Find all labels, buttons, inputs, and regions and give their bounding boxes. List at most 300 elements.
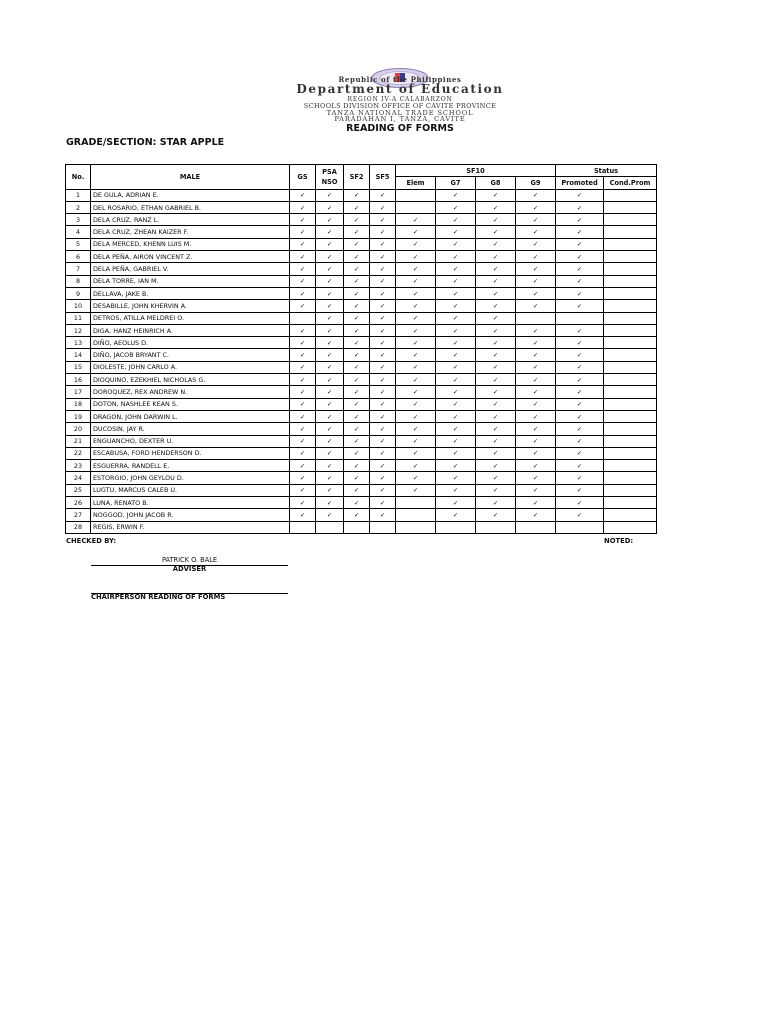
row-number: 17 <box>66 386 91 398</box>
checkmark-icon: ✓ <box>412 338 419 347</box>
cell-elem <box>396 300 436 312</box>
checkmark-icon: ✓ <box>299 424 306 433</box>
cell-sf2 <box>344 509 370 521</box>
cell-g7 <box>436 398 476 410</box>
cell-gs <box>290 460 316 472</box>
checkmark-icon: ✓ <box>412 314 419 323</box>
table-row <box>66 214 657 226</box>
student-name: LUNA, RENATO B. <box>91 497 290 509</box>
cell-promoted <box>556 349 604 361</box>
student-name: ESCABUSA, FORD HENDERSON D. <box>91 447 290 459</box>
cell-gs <box>290 374 316 386</box>
cell-cond <box>604 238 657 250</box>
header-school: TANZA NATIONAL TRADE SCHOOL <box>326 109 474 117</box>
checkmark-icon: ✓ <box>492 240 499 249</box>
adviser-name: PATRICK O. BALE <box>161 556 218 564</box>
cell-cond <box>604 287 657 299</box>
col-no-header: No. <box>66 165 91 190</box>
cell-g9 <box>516 251 556 263</box>
cell-psa <box>316 251 344 263</box>
student-name: DIOQUINO, EZEKHIEL NICHOLAS G. <box>91 374 290 386</box>
checkmark-icon: ✓ <box>452 412 459 421</box>
checkmark-icon: ✓ <box>412 474 419 483</box>
cell-elem <box>396 361 436 373</box>
checkmark-icon: ✓ <box>492 498 499 507</box>
row-number: 7 <box>66 263 91 275</box>
checkmark-icon: ✓ <box>492 228 499 237</box>
cell-cond <box>604 300 657 312</box>
cell-psa <box>316 374 344 386</box>
cell-elem <box>396 337 436 349</box>
checkmark-icon: ✓ <box>412 277 419 286</box>
cell-cond <box>604 398 657 410</box>
cell-g7 <box>436 275 476 287</box>
student-name: ESGUERRA, RANDELL E. <box>91 460 290 472</box>
cell-elem <box>396 214 436 226</box>
table-row <box>66 337 657 349</box>
student-name: DRAGON, JOHN DARWIN L. <box>91 410 290 422</box>
student-name: REGIS, ERWIN F. <box>91 521 290 533</box>
cell-g7 <box>436 300 476 312</box>
row-number: 23 <box>66 460 91 472</box>
checkmark-icon: ✓ <box>452 252 459 261</box>
header-address: PARADAHAN I, TANZA, CAVITE <box>334 115 466 123</box>
checkmark-icon: ✓ <box>452 510 459 519</box>
cell-promoted <box>556 275 604 287</box>
chairperson-role: CHAIRPERSON READING OF FORMS <box>91 593 226 601</box>
cell-g9 <box>516 300 556 312</box>
cell-sf5 <box>370 201 396 213</box>
checkmark-icon: ✓ <box>353 338 360 347</box>
table-row <box>66 472 657 484</box>
cell-sf2 <box>344 263 370 275</box>
checkmark-icon: ✓ <box>299 277 306 286</box>
cell-sf2 <box>344 287 370 299</box>
cell-elem <box>396 398 436 410</box>
col-sf10-header: SF10 <box>396 165 556 177</box>
student-name: DELA PEÑA, AIRON VINCENT Z. <box>91 251 290 263</box>
row-number: 5 <box>66 238 91 250</box>
cell-sf2 <box>344 275 370 287</box>
cell-gs <box>290 521 316 533</box>
cell-sf5 <box>370 275 396 287</box>
cell-gs <box>290 447 316 459</box>
reading-of-forms-table <box>65 164 657 534</box>
checkmark-icon: ✓ <box>379 265 386 274</box>
cell-g7 <box>436 349 476 361</box>
checkmark-icon: ✓ <box>379 400 386 409</box>
cell-psa <box>316 423 344 435</box>
checkmark-icon: ✓ <box>452 326 459 335</box>
cell-psa <box>316 472 344 484</box>
checkmark-icon: ✓ <box>452 461 459 470</box>
checkmark-icon: ✓ <box>412 449 419 458</box>
checkmark-icon: ✓ <box>532 351 539 360</box>
checkmark-icon: ✓ <box>353 474 360 483</box>
cell-psa <box>316 275 344 287</box>
checkmark-icon: ✓ <box>299 486 306 495</box>
student-name: DIÑO, JACOB BRYANT C. <box>91 349 290 361</box>
row-number: 8 <box>66 275 91 287</box>
checkmark-icon: ✓ <box>576 449 583 458</box>
cell-g8 <box>476 497 516 509</box>
cell-promoted <box>556 435 604 447</box>
cell-g9 <box>516 312 556 324</box>
checkmark-icon: ✓ <box>379 326 386 335</box>
checkmark-icon: ✓ <box>379 412 386 421</box>
student-name: DIGA, HANZ HEINRICH A. <box>91 324 290 336</box>
col-g8-header: G8 <box>476 177 516 189</box>
checkmark-icon: ✓ <box>299 387 306 396</box>
cell-sf5 <box>370 287 396 299</box>
col-sf2-header: SF2 <box>344 165 370 190</box>
checkmark-icon: ✓ <box>379 449 386 458</box>
checkmark-icon: ✓ <box>576 191 583 200</box>
checkmark-icon: ✓ <box>452 387 459 396</box>
cell-sf2 <box>344 251 370 263</box>
nso-label: NSO <box>321 177 338 186</box>
checkmark-icon: ✓ <box>353 314 360 323</box>
checkmark-icon: ✓ <box>576 277 583 286</box>
row-number: 26 <box>66 497 91 509</box>
cell-g7 <box>436 472 476 484</box>
table-row <box>66 497 657 509</box>
checkmark-icon: ✓ <box>379 474 386 483</box>
checkmark-icon: ✓ <box>452 424 459 433</box>
checkmark-icon: ✓ <box>452 474 459 483</box>
cell-sf5 <box>370 484 396 496</box>
cell-sf5 <box>370 410 396 422</box>
checkmark-icon: ✓ <box>576 338 583 347</box>
col-promoted-header: Promoted <box>556 177 604 189</box>
checkmark-icon: ✓ <box>576 424 583 433</box>
cell-g7 <box>436 410 476 422</box>
cell-cond <box>604 484 657 496</box>
cell-elem <box>396 472 436 484</box>
row-number: 19 <box>66 410 91 422</box>
student-name: DELLAVA, JAKE B. <box>91 287 290 299</box>
checkmark-icon: ✓ <box>452 363 459 372</box>
checkmark-icon: ✓ <box>299 240 306 249</box>
cell-promoted <box>556 214 604 226</box>
cell-cond <box>604 263 657 275</box>
cell-sf5 <box>370 337 396 349</box>
checkmark-icon: ✓ <box>452 301 459 310</box>
checkmark-icon: ✓ <box>492 203 499 212</box>
checkmark-icon: ✓ <box>492 338 499 347</box>
col-cond-prom-header: Cond.Prom <box>604 177 657 189</box>
student-name: NOGGOD, JOHN JACOB R. <box>91 509 290 521</box>
cell-psa <box>316 460 344 472</box>
cell-psa <box>316 263 344 275</box>
checkmark-icon: ✓ <box>532 375 539 384</box>
cell-g8 <box>476 423 516 435</box>
checkmark-icon: ✓ <box>326 265 333 274</box>
cell-g8 <box>476 484 516 496</box>
student-name: DELA TORRE, IAN M. <box>91 275 290 287</box>
cell-cond <box>604 410 657 422</box>
checkmark-icon: ✓ <box>532 265 539 274</box>
cell-cond <box>604 509 657 521</box>
table-row <box>66 410 657 422</box>
checkmark-icon: ✓ <box>379 289 386 298</box>
checkmark-icon: ✓ <box>353 351 360 360</box>
checkmark-icon: ✓ <box>379 437 386 446</box>
cell-elem <box>396 189 436 201</box>
table-row <box>66 226 657 238</box>
student-name: DOROQUEZ, REX ANDREW N. <box>91 386 290 398</box>
checkmark-icon: ✓ <box>299 474 306 483</box>
cell-psa <box>316 238 344 250</box>
checkmark-icon: ✓ <box>353 449 360 458</box>
cell-promoted <box>556 509 604 521</box>
checkmark-icon: ✓ <box>492 412 499 421</box>
checkmark-icon: ✓ <box>492 387 499 396</box>
cell-psa <box>316 509 344 521</box>
cell-promoted <box>556 497 604 509</box>
cell-gs <box>290 484 316 496</box>
cell-promoted <box>556 521 604 533</box>
checkmark-icon: ✓ <box>379 191 386 200</box>
checkmark-icon: ✓ <box>492 351 499 360</box>
col-g7-header: G7 <box>436 177 476 189</box>
checkmark-icon: ✓ <box>452 228 459 237</box>
cell-g7 <box>436 226 476 238</box>
cell-g9 <box>516 361 556 373</box>
cell-elem <box>396 509 436 521</box>
cell-g9 <box>516 337 556 349</box>
checkmark-icon: ✓ <box>379 375 386 384</box>
cell-promoted <box>556 263 604 275</box>
checkmark-icon: ✓ <box>576 412 583 421</box>
checkmark-icon: ✓ <box>576 289 583 298</box>
checkmark-icon: ✓ <box>492 289 499 298</box>
cell-g9 <box>516 398 556 410</box>
cell-cond <box>604 361 657 373</box>
cell-g8 <box>476 263 516 275</box>
cell-elem <box>396 460 436 472</box>
checkmark-icon: ✓ <box>412 412 419 421</box>
cell-sf5 <box>370 189 396 201</box>
cell-elem <box>396 263 436 275</box>
checkmark-icon: ✓ <box>326 215 333 224</box>
cell-elem <box>396 312 436 324</box>
checkmark-icon: ✓ <box>492 424 499 433</box>
checkmark-icon: ✓ <box>532 203 539 212</box>
cell-promoted <box>556 484 604 496</box>
cell-sf2 <box>344 484 370 496</box>
cell-cond <box>604 497 657 509</box>
cell-cond <box>604 447 657 459</box>
checkmark-icon: ✓ <box>299 338 306 347</box>
cell-gs <box>290 435 316 447</box>
cell-sf5 <box>370 238 396 250</box>
cell-gs <box>290 251 316 263</box>
cell-cond <box>604 521 657 533</box>
checkmark-icon: ✓ <box>326 474 333 483</box>
cell-sf5 <box>370 435 396 447</box>
cell-sf2 <box>344 226 370 238</box>
checkmark-icon: ✓ <box>412 215 419 224</box>
cell-psa <box>316 410 344 422</box>
cell-psa <box>316 447 344 459</box>
cell-sf2 <box>344 201 370 213</box>
checkmark-icon: ✓ <box>326 412 333 421</box>
checkmark-icon: ✓ <box>379 252 386 261</box>
cell-g9 <box>516 189 556 201</box>
cell-sf2 <box>344 324 370 336</box>
cell-g8 <box>476 300 516 312</box>
checkmark-icon: ✓ <box>576 498 583 507</box>
checkmark-icon: ✓ <box>326 424 333 433</box>
cell-sf2 <box>344 361 370 373</box>
cell-gs <box>290 238 316 250</box>
checkmark-icon: ✓ <box>532 449 539 458</box>
checkmark-icon: ✓ <box>412 424 419 433</box>
checkmark-icon: ✓ <box>532 326 539 335</box>
cell-sf5 <box>370 226 396 238</box>
cell-sf5 <box>370 423 396 435</box>
cell-gs <box>290 337 316 349</box>
checkmark-icon: ✓ <box>379 486 386 495</box>
cell-g7 <box>436 460 476 472</box>
cell-g9 <box>516 238 556 250</box>
cell-psa <box>316 287 344 299</box>
cell-sf5 <box>370 460 396 472</box>
cell-sf5 <box>370 300 396 312</box>
cell-g7 <box>436 361 476 373</box>
cell-g8 <box>476 447 516 459</box>
adviser-role: ADVISER <box>172 565 207 573</box>
cell-promoted <box>556 374 604 386</box>
row-number: 4 <box>66 226 91 238</box>
cell-gs <box>290 263 316 275</box>
checkmark-icon: ✓ <box>452 486 459 495</box>
checkmark-icon: ✓ <box>576 387 583 396</box>
cell-cond <box>604 201 657 213</box>
checkmark-icon: ✓ <box>326 326 333 335</box>
checkmark-icon: ✓ <box>532 387 539 396</box>
checkmark-icon: ✓ <box>412 301 419 310</box>
cell-g7 <box>436 509 476 521</box>
student-name: DELA CRUZ, RANZ L. <box>91 214 290 226</box>
cell-g8 <box>476 361 516 373</box>
cell-sf2 <box>344 312 370 324</box>
checkmark-icon: ✓ <box>353 215 360 224</box>
cell-g7 <box>436 423 476 435</box>
checkmark-icon: ✓ <box>353 498 360 507</box>
row-number: 27 <box>66 509 91 521</box>
checkmark-icon: ✓ <box>299 375 306 384</box>
checkmark-icon: ✓ <box>353 437 360 446</box>
cell-promoted <box>556 423 604 435</box>
checkmark-icon: ✓ <box>452 203 459 212</box>
cell-sf2 <box>344 423 370 435</box>
cell-g9 <box>516 435 556 447</box>
row-number: 13 <box>66 337 91 349</box>
cell-elem <box>396 435 436 447</box>
cell-psa <box>316 386 344 398</box>
cell-elem <box>396 287 436 299</box>
cell-gs <box>290 361 316 373</box>
checkmark-icon: ✓ <box>412 351 419 360</box>
checkmark-icon: ✓ <box>379 203 386 212</box>
cell-sf5 <box>370 472 396 484</box>
checkmark-icon: ✓ <box>532 474 539 483</box>
checkmark-icon: ✓ <box>379 215 386 224</box>
checkmark-icon: ✓ <box>576 215 583 224</box>
checkmark-icon: ✓ <box>492 326 499 335</box>
cell-promoted <box>556 201 604 213</box>
cell-promoted <box>556 398 604 410</box>
cell-g8 <box>476 238 516 250</box>
cell-promoted <box>556 287 604 299</box>
cell-g7 <box>436 214 476 226</box>
checkmark-icon: ✓ <box>452 498 459 507</box>
cell-g9 <box>516 497 556 509</box>
checkmark-icon: ✓ <box>452 400 459 409</box>
checkmark-icon: ✓ <box>353 486 360 495</box>
row-number: 24 <box>66 472 91 484</box>
checkmark-icon: ✓ <box>452 338 459 347</box>
table-row <box>66 435 657 447</box>
cell-elem <box>396 521 436 533</box>
cell-elem <box>396 275 436 287</box>
cell-g7 <box>436 263 476 275</box>
cell-sf5 <box>370 447 396 459</box>
cell-sf2 <box>344 460 370 472</box>
cell-elem <box>396 386 436 398</box>
cell-gs <box>290 275 316 287</box>
cell-psa <box>316 189 344 201</box>
cell-elem <box>396 251 436 263</box>
checkmark-icon: ✓ <box>379 240 386 249</box>
cell-psa <box>316 324 344 336</box>
checkmark-icon: ✓ <box>353 375 360 384</box>
checkmark-icon: ✓ <box>353 387 360 396</box>
noted-label: NOTED: <box>604 537 634 545</box>
checkmark-icon: ✓ <box>452 314 459 323</box>
checkmark-icon: ✓ <box>532 277 539 286</box>
checkmark-icon: ✓ <box>412 326 419 335</box>
checkmark-icon: ✓ <box>452 289 459 298</box>
row-number: 11 <box>66 312 91 324</box>
checkmark-icon: ✓ <box>326 191 333 200</box>
header-region: REGION IV-A CALABARZON <box>347 96 453 103</box>
cell-promoted <box>556 189 604 201</box>
cell-g9 <box>516 201 556 213</box>
table-body <box>66 189 657 533</box>
checkmark-icon: ✓ <box>532 240 539 249</box>
cell-psa <box>316 435 344 447</box>
checkmark-icon: ✓ <box>452 215 459 224</box>
row-number: 22 <box>66 447 91 459</box>
checkmark-icon: ✓ <box>379 351 386 360</box>
checkmark-icon: ✓ <box>492 252 499 261</box>
checkmark-icon: ✓ <box>576 486 583 495</box>
table-row <box>66 447 657 459</box>
checkmark-icon: ✓ <box>353 326 360 335</box>
checkmark-icon: ✓ <box>299 400 306 409</box>
checkmark-icon: ✓ <box>299 228 306 237</box>
checkmark-icon: ✓ <box>299 449 306 458</box>
table-row <box>66 300 657 312</box>
table-row <box>66 361 657 373</box>
checkmark-icon: ✓ <box>492 215 499 224</box>
cell-elem <box>396 238 436 250</box>
cell-psa <box>316 201 344 213</box>
checkmark-icon: ✓ <box>326 228 333 237</box>
